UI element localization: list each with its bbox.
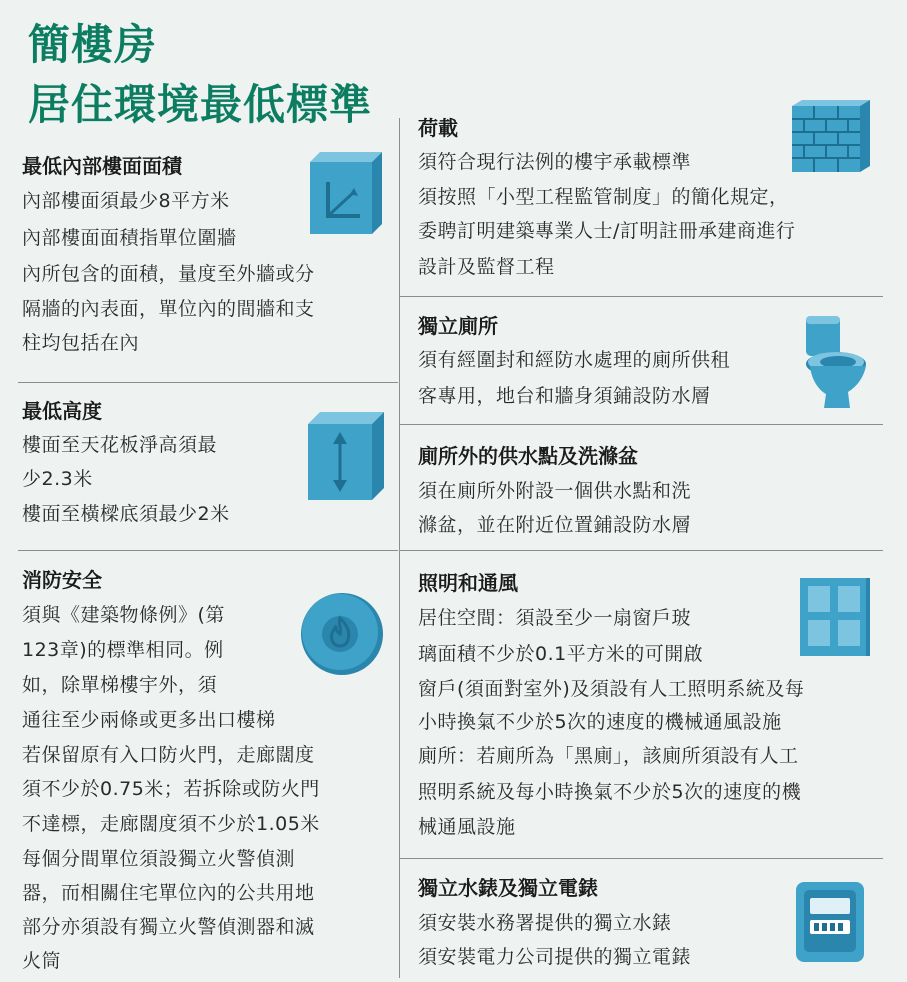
section-title-fire: 消防安全 bbox=[22, 568, 102, 592]
fire-line: 器，而相關住宅單位內的公共用地 bbox=[22, 882, 315, 904]
page-title-line2: 居住環境最低標準 bbox=[28, 80, 373, 129]
light-line: 窗戶(須面對室外)及須設有人工照明系統及每 bbox=[418, 678, 805, 700]
fire-line: 如，除單梯樓宇外，須 bbox=[22, 674, 218, 696]
fire-line: 火筒 bbox=[22, 950, 62, 972]
fire-icon bbox=[300, 592, 384, 680]
divider-light-meter bbox=[400, 858, 883, 859]
light-line: 廁所：若廁所為「黑廁」，該廁所須設有人工 bbox=[418, 745, 799, 767]
area-line: 內部樓面須最少8平方米 bbox=[22, 190, 230, 212]
section-title-water: 廁所外的供水點及洗滌盆 bbox=[418, 444, 638, 468]
section-title-area: 最低內部樓面面積 bbox=[22, 154, 182, 178]
fire-line: 部分亦須設有獨立火警偵測器和滅 bbox=[22, 916, 315, 938]
toilet-icon bbox=[800, 312, 870, 416]
light-line: 小時換氣不少於5次的速度的機械通風設施 bbox=[418, 711, 782, 733]
fire-line: 不達標，走廊闊度須不少於1.05米 bbox=[22, 813, 320, 835]
divider-area-height bbox=[18, 382, 398, 383]
light-line: 璃面積不少於0.1平方米的可開啟 bbox=[418, 643, 704, 665]
area-line: 柱均包括在內 bbox=[22, 332, 140, 354]
toilet-line: 客專用，地台和牆身須鋪設防水層 bbox=[418, 385, 711, 407]
brick-wall-icon bbox=[792, 100, 870, 176]
section-title-meter: 獨立水錶及獨立電錶 bbox=[418, 876, 598, 900]
meter-line: 須安裝電力公司提供的獨立電錶 bbox=[418, 946, 692, 968]
light-line: 照明系統及每小時換氣不少於5次的速度的機 bbox=[418, 781, 802, 803]
height-line: 少2.3米 bbox=[22, 468, 93, 490]
light-line: 械通風設施 bbox=[418, 816, 516, 838]
fire-line: 123章)的標準相同。例 bbox=[22, 639, 224, 661]
water-line: 須在廁所外附設一個供水點和洗 bbox=[418, 480, 692, 502]
section-title-toilet: 獨立廁所 bbox=[418, 314, 498, 338]
load-line: 委聘訂明建築專業人士/訂明註冊承建商進行 bbox=[418, 220, 796, 242]
section-title-load: 荷載 bbox=[418, 116, 458, 140]
height-line: 樓面至天花板淨高須最 bbox=[22, 434, 218, 456]
meter-icon bbox=[796, 882, 866, 966]
window-icon bbox=[800, 578, 870, 662]
light-line: 居住空間：須設至少一扇窗戶玻 bbox=[418, 607, 692, 629]
fire-line: 通往至少兩條或更多出口樓梯 bbox=[22, 709, 276, 731]
divider-water-light bbox=[400, 550, 883, 551]
water-line: 滌盆，並在附近位置鋪設防水層 bbox=[418, 514, 692, 536]
height-arrow-cube-icon bbox=[308, 412, 384, 504]
fire-line: 須與《建築物條例》(第 bbox=[22, 604, 225, 626]
toilet-line: 須有經圍封和經防水處理的廁所供租 bbox=[418, 349, 731, 371]
divider-load-toilet bbox=[400, 296, 883, 297]
fire-line: 每個分間單位須設獨立火警偵測 bbox=[22, 848, 296, 870]
fire-line: 若保留原有入口防火門，走廊闊度 bbox=[22, 744, 315, 766]
load-line: 設計及監督工程 bbox=[418, 256, 555, 278]
page-title-line1: 簡樓房 bbox=[28, 20, 158, 69]
area-line: 隔牆的內表面，單位內的間牆和支 bbox=[22, 298, 315, 320]
height-line: 樓面至橫樑底須最少2米 bbox=[22, 503, 230, 525]
meter-line: 須安裝水務署提供的獨立水錶 bbox=[418, 912, 672, 934]
load-line: 須按照「小型工程監管制度」的簡化規定， bbox=[418, 186, 789, 208]
divider-height-fire bbox=[18, 550, 398, 551]
column-divider bbox=[399, 118, 400, 978]
load-line: 須符合現行法例的樓宇承載標準 bbox=[418, 151, 692, 173]
section-title-light: 照明和通風 bbox=[418, 571, 518, 595]
area-line: 內所包含的面積，量度至外牆或分 bbox=[22, 263, 315, 285]
section-title-height: 最低高度 bbox=[22, 399, 102, 423]
fire-line: 須不少於0.75米；若拆除或防火門 bbox=[22, 778, 320, 800]
area-line: 內部樓面面積指單位圍牆 bbox=[22, 227, 237, 249]
divider-toilet-water bbox=[400, 424, 883, 425]
floor-area-cube-icon bbox=[310, 152, 382, 238]
